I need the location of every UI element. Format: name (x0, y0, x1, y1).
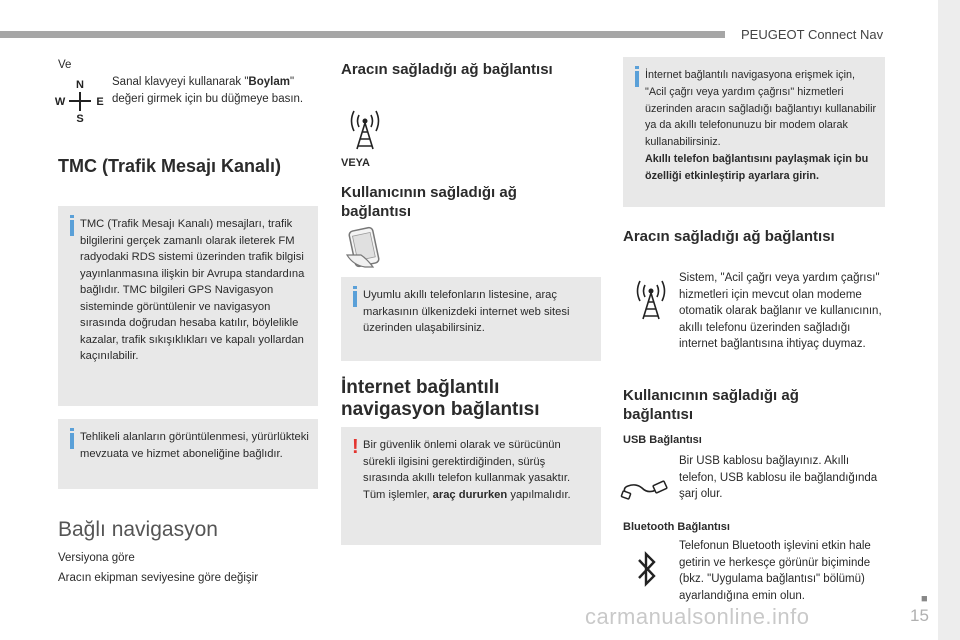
ve-text: Ve (58, 59, 72, 71)
vehicle-network-title-2: Aracın sağladığı ağ bağlantısı (623, 228, 835, 245)
equipment-text: Aracın ekipman seviyesine göre değişir (58, 572, 259, 584)
connected-nav-title: Bağlı navigasyon (58, 518, 218, 541)
info-icon (353, 291, 357, 307)
warning-icon: ! (352, 436, 359, 458)
info-icon (70, 220, 74, 236)
tmc-note-text: TMC (Trafik Mesajı Kanalı) mesajları, trafik bilgilerini gerçek zamanlı olarak ileterek FM radyodaki RDS sistemi üzerinden trafik bilgisi yayınlanmasına ilişkin bir Avrupa standardına bağlıdır. TMC bilgileri GPS Navigasyon sisteminde görüntülenir ve navigasyon sırasında doğrudan hesaba katılır, böylelikle kazalar, trafik sıkışıklıkları ve kapalı yollardan kaçınılabilir. (80, 218, 305, 362)
usb-cable-icon (620, 470, 668, 502)
keyboard-instruction: Sanal klavyeyi kullanarak "Boylam" değeri girmek için bu düğmeye basın. (112, 76, 304, 105)
tmc-title: TMC (Trafik Mesajı Kanalı) (58, 156, 282, 176)
tmc-info-note (58, 206, 318, 406)
bluetooth-title: Bluetooth Bağlantısı (623, 521, 730, 533)
bluetooth-icon (634, 549, 660, 589)
antenna-icon (345, 108, 385, 150)
vehicle-network-text: Sistem, "Acil çağrı veya yardım çağrısı" hizmetleri için mevcut olan modeme otomatik olarak bağlanır ve kullanıcının, akıllı telefonu üzerinden sağladığı internet bağlantısına ihtiyaç duymaz. (679, 272, 882, 350)
phones-note-text: Uyumlu akıllı telefonların listesine, araç markasının ülkenizdeki internet web sitesi üzerinden ulaşabilirsiniz. (363, 289, 570, 334)
antenna-icon (631, 278, 671, 320)
info-icon (635, 71, 639, 87)
usb-title: USB Bağlantısı (623, 434, 702, 446)
usb-text: Bir USB kablosu bağlayınız. Akıllı telefon, USB kablosu ile bağlandığında şarj olur. (679, 455, 878, 500)
or-label: VEYA (341, 157, 370, 169)
internet-nav-title-2: navigasyon bağlantısı (341, 399, 540, 420)
compass-w: W (54, 96, 66, 108)
danger-info-note (58, 419, 318, 489)
version-text: Versiyona göre (58, 552, 135, 564)
safety-warning-note (341, 427, 601, 545)
watermark: carmanualsonline.info (585, 604, 810, 629)
page-rail (938, 0, 960, 640)
info-icon (70, 433, 74, 449)
user-network-title-2: Kullanıcının sağladığı ağ bağlantısı (623, 387, 799, 423)
compass-e: E (96, 96, 104, 108)
internet-note-text: İnternet bağlantılı navigasyona erişmek için, "Acil çağrı veya yardım çağrısı" hizmetleri üzerinden aracın sağladığı bağlantıyı kullanabilir ya da akıllı telefonunuzu bir modem olarak kullanabilirsiniz. Akıllı telefon bağlantısını paylaşmak için bu özelliği etkinleştirip ayarlara girin. (645, 69, 877, 182)
internet-info-note (623, 57, 885, 207)
safety-note-text: Bir güvenlik önlemi olarak ve sürücünün sürekli ilgisini gerektirdiğinden, sürüş sırasında akıllı telefon kullanmak yasaktır. Tüm işlemler, araç dururken yapılmalıdır. (363, 439, 571, 501)
compass-nwes-icon (56, 78, 104, 124)
phones-info-note (341, 277, 601, 361)
compass-s: S (76, 113, 84, 125)
rail-marker: ■ (921, 593, 928, 605)
user-network-title: Kullanıcının sağladığı ağ bağlantısı (341, 184, 517, 220)
danger-note-text: Tehlikeli alanların görüntülenmesi, yürürlükteki mevzuata ve hizmet aboneliğine bağlıdır. (80, 431, 309, 460)
page-number: 15 (910, 606, 929, 625)
header-title: PEUGEOT Connect Nav (741, 27, 884, 42)
header-bar (0, 31, 725, 38)
smartphone-icon (343, 225, 387, 269)
internet-nav-title-1: İnternet bağlantılı (341, 377, 500, 398)
bluetooth-text: Telefonun Bluetooth işlevini etkin hale getirin ve herkesçe görünür biçiminde (bkz. "Uygulama bağlantısı" bölümü) ayarlandığına emin olun. (679, 540, 871, 602)
vehicle-network-title: Aracın sağladığı ağ bağlantısı (341, 61, 553, 78)
compass-n: N (76, 79, 84, 91)
